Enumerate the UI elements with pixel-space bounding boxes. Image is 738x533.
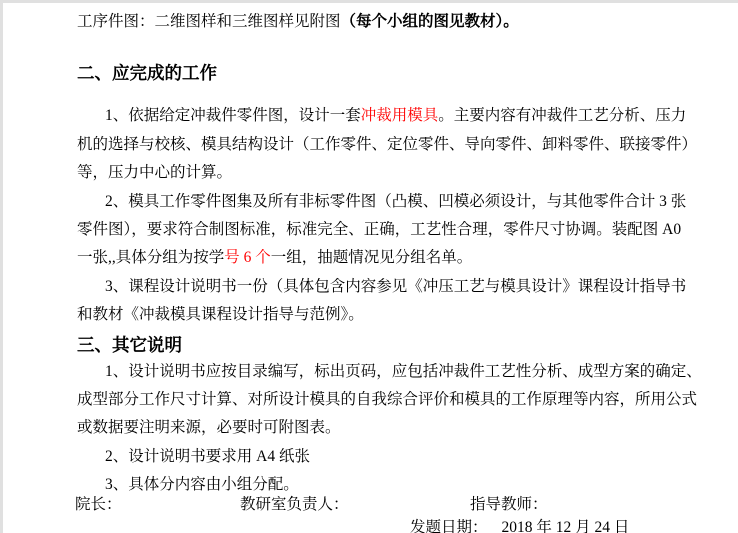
text-segment: 3、课程设计说明书一份（具体包含内容参见《冲压工艺与模具设计》课程设计指导书 bbox=[105, 277, 687, 295]
text-segment: 冲裁用模具 bbox=[360, 107, 439, 125]
text-line bbox=[77, 102, 695, 130]
text-line bbox=[77, 159, 695, 187]
issue-date-value: 2018 年 12 月 24 日 bbox=[501, 519, 630, 533]
text-line bbox=[77, 443, 695, 471]
issue-date-label: 发题日期： bbox=[410, 519, 488, 533]
text-segment: 2、设计说明书要求用 A4 纸张 bbox=[105, 447, 310, 465]
section-heading bbox=[77, 332, 695, 358]
text-segment: 和教材《冲裁模具课程设计指导与范例》。 bbox=[77, 306, 364, 324]
page-border-left bbox=[0, 0, 3, 533]
text-line bbox=[77, 386, 698, 414]
text-line bbox=[77, 273, 695, 301]
text-line bbox=[77, 358, 702, 386]
document-body bbox=[77, 8, 702, 500]
text-line bbox=[77, 414, 695, 442]
text-segment: 机的选择与校核、模具结构设计（工作零件、定位零件、导向零件、卸料零件、联接零件） bbox=[77, 135, 698, 153]
text-segment: 。主要内容有冲裁件工艺分析、压力 bbox=[438, 107, 687, 125]
text-segment: 工序件图：二维图样和三维图样见附图 bbox=[77, 13, 341, 30]
text-segment: 成型部分工作尺寸计算、对所设计模具的自我综合评价和模具的工作原理等内容，所用公式 bbox=[77, 391, 698, 409]
page-border-top bbox=[0, 0, 738, 3]
issue-date-row bbox=[410, 517, 629, 533]
text-line bbox=[77, 188, 695, 216]
text-segment: 2、模具工作零件图集及所有非标零件图（凸模、凹模必须设计，与其他零件合计 3 张 bbox=[105, 192, 687, 210]
signature-row bbox=[0, 492, 738, 516]
text-segment: 或数据要注明来源，必要时可附图表。 bbox=[77, 419, 341, 437]
text-segment: （每个小组的图见教材）。 bbox=[340, 13, 519, 30]
office-head-signature-label: 教研室负责人： bbox=[240, 496, 349, 513]
text-segment: 等，压力中心的计算。 bbox=[77, 164, 233, 182]
advisor-signature-label: 指导教师： bbox=[470, 496, 548, 513]
text-segment: 一张,,具体分组为按学 bbox=[77, 249, 225, 267]
text-line bbox=[77, 8, 695, 36]
text-segment: 1、设计说明书应按目录编写，标出页码，应包括冲裁件工艺性分析、成型方案的确定、 bbox=[105, 362, 702, 380]
text-line bbox=[77, 301, 695, 329]
text-line bbox=[77, 244, 695, 272]
text-line bbox=[77, 216, 695, 244]
text-line bbox=[77, 131, 698, 159]
text-segment: 1、依据给定冲裁件零件图，设计一套 bbox=[105, 107, 361, 125]
text-segment: 零件图），要求符合制图标准，标准完全、正确，工艺性合理，零件尺寸协调。装配图 A0 bbox=[77, 221, 682, 239]
dean-signature-label: 院长： bbox=[75, 496, 122, 513]
text-segment: 一组，抽题情况见分组名单。 bbox=[270, 249, 473, 267]
text-segment: 3、具体分内容由小组分配。 bbox=[105, 476, 299, 494]
section-heading bbox=[77, 60, 695, 86]
text-segment: 二、应完成的工作 bbox=[77, 63, 217, 84]
text-segment: 三、其它说明 bbox=[77, 334, 182, 355]
text-segment: 号 6 个 bbox=[224, 249, 271, 267]
